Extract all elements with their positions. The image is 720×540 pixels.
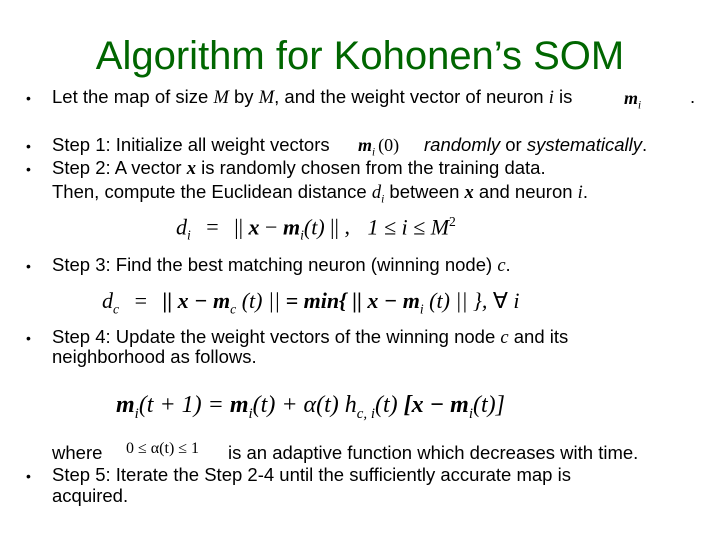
math-d: d	[176, 214, 187, 240]
math-sub: i	[248, 405, 253, 422]
math-sup: 2	[449, 214, 456, 229]
slide-title: Algorithm for Kohonen’s SOM	[95, 34, 625, 78]
text: , and the weight vector of neuron	[274, 86, 549, 107]
bullet-step5: Step 5: Iterate the Step 2-4 until the sufficiently accurate map is	[52, 464, 571, 485]
text-randomly: randomly	[424, 134, 501, 155]
math-i: i	[548, 88, 554, 108]
math-c: c	[500, 328, 509, 348]
math-m: m	[624, 88, 639, 108]
math-sub: i	[468, 405, 473, 422]
math-alpha: α(t)	[303, 392, 339, 418]
bullet-marker: •	[26, 330, 31, 346]
math-sub: c, i	[356, 405, 375, 422]
math-minus: −	[265, 214, 278, 240]
period: .	[641, 134, 648, 155]
formula-mi0	[358, 135, 399, 159]
text: Step 1: Initialize all weight vectors	[52, 134, 330, 155]
math-t: (t)	[303, 214, 325, 240]
math-eq: =	[206, 214, 219, 240]
math-norm: ||	[234, 214, 244, 240]
bullet-marker: •	[26, 258, 31, 274]
bullet-map-definition	[52, 86, 572, 109]
bullet-step4-line2: neighborhood as follows.	[52, 346, 257, 367]
math-m: m	[282, 214, 301, 240]
text: by	[228, 86, 259, 107]
period: .	[505, 254, 511, 275]
where-line-tail	[228, 442, 638, 464]
math-sub: i	[187, 227, 191, 243]
text: Step 4: Update the weight vectors of the winning node	[52, 326, 501, 347]
formula-mi	[624, 88, 641, 112]
math-sub-i: i	[372, 146, 376, 159]
bullet-step2-line2	[52, 181, 588, 206]
period: .	[690, 86, 696, 107]
text: is randomly chosen from the training data.	[195, 157, 546, 178]
bullet-marker: •	[26, 161, 31, 177]
text: is	[553, 86, 573, 107]
bullet-marker: •	[26, 468, 31, 484]
math-m: m	[116, 392, 135, 418]
math-range: 1 ≤ i ≤ M	[367, 214, 450, 240]
text: where	[52, 442, 103, 463]
math-m: m	[358, 135, 373, 155]
formula-euclidean-distance	[176, 214, 456, 244]
math-d: d	[371, 183, 382, 203]
math-sub: i	[134, 405, 139, 422]
bullet-step1	[52, 134, 330, 156]
text-systematically: systematically	[526, 134, 642, 155]
math-t: (t) ||	[241, 288, 281, 313]
math-x: x	[248, 214, 260, 240]
math-comma: ,	[344, 214, 350, 240]
bullet-step2	[52, 157, 546, 180]
math-M: M	[213, 88, 229, 108]
bullet-step5-line2: acquired.	[52, 485, 129, 506]
math-t: (t) || },	[429, 288, 488, 313]
math-x: x	[186, 159, 196, 179]
period: .	[582, 181, 588, 202]
math-expr: [x − m	[403, 392, 469, 418]
text: Then, compute the Euclidean distance	[52, 181, 372, 202]
math-norm: ||	[330, 214, 339, 240]
math-sub: i	[419, 301, 424, 317]
math-i: i	[577, 183, 583, 203]
math-i: i	[513, 288, 520, 313]
math-arg: (0)	[378, 135, 400, 155]
math-eq: =	[134, 288, 147, 313]
formula-weight-update	[116, 392, 505, 423]
math-forall: ∀	[492, 288, 508, 313]
math-m: m	[229, 392, 249, 418]
math-M: M	[258, 88, 275, 108]
text: and its	[508, 326, 569, 347]
text: and neuron	[473, 181, 578, 202]
math-sub: i	[300, 227, 304, 243]
bullet-step3	[52, 254, 511, 277]
math-expr: (t) +	[252, 392, 298, 418]
math-expr: (t + 1) =	[138, 392, 224, 418]
math-h: h	[344, 392, 357, 418]
text: between	[384, 181, 465, 202]
formula-best-matching	[102, 288, 520, 317]
math-sub-i: i	[638, 99, 642, 112]
math-sub-i: i	[381, 193, 385, 206]
math-expr: || x − m	[162, 288, 231, 313]
bullet-marker: •	[26, 90, 31, 106]
text: is an adaptive function which decreases with time.	[228, 442, 639, 463]
text: Step 3: Find the best matching neuron (winning node)	[52, 254, 498, 275]
math-t: (t)	[374, 392, 398, 418]
math-sub: c	[113, 301, 120, 317]
text: Let the map of size	[52, 86, 214, 107]
math-sub: c	[230, 301, 237, 317]
where-line	[52, 442, 102, 464]
math-x: x	[464, 183, 474, 203]
math-t: (t)]	[472, 392, 505, 418]
math-expr: = min{ || x − m	[285, 288, 420, 313]
math-d: d	[102, 288, 113, 313]
text: Step 2: A vector	[52, 157, 187, 178]
bullet-marker: •	[26, 138, 31, 154]
text: or	[500, 134, 527, 155]
bullet-step1-tail	[424, 134, 647, 156]
math-c: c	[497, 256, 506, 276]
formula-alpha-range: 0 ≤ α(t) ≤ 1	[126, 440, 200, 457]
